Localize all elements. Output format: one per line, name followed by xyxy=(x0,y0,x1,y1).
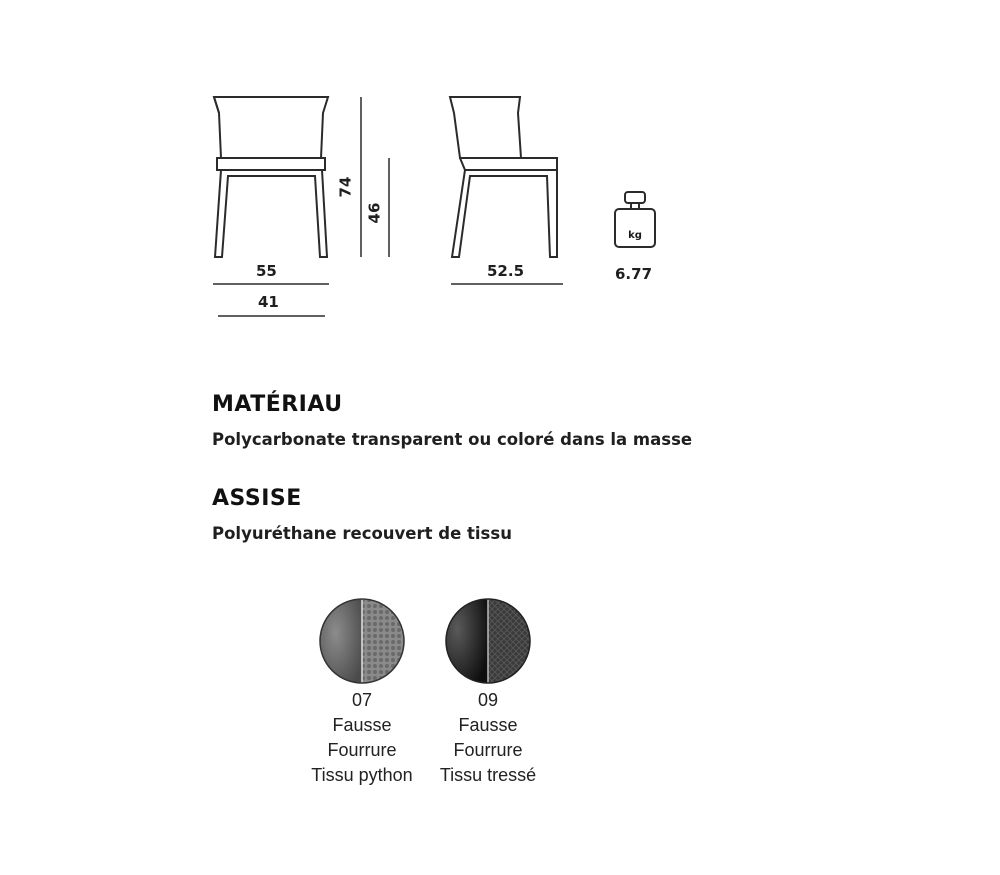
total-height-label: 74 xyxy=(336,176,355,198)
swatch-09-line1: Fausse xyxy=(458,715,518,735)
swatch-07-code: 07 xyxy=(351,690,373,710)
side-depth-label: 52.5 xyxy=(487,262,525,280)
weight-value: 6.77 xyxy=(615,265,653,283)
swatch-07-line2: Fourrure xyxy=(327,740,397,760)
swatch-07-line3: Tissu python xyxy=(311,765,413,785)
material-description: Polycarbonate transparent ou coloré dans la masse xyxy=(212,430,693,449)
swatch-07-caption xyxy=(292,688,432,788)
front-width-label: 55 xyxy=(256,262,277,280)
weight-icon xyxy=(607,190,667,250)
weight-unit: kg xyxy=(628,230,642,241)
swatch-07-line1: Fausse xyxy=(332,715,392,735)
swatch-09-line2: Fourrure xyxy=(453,740,523,760)
seat-height-label: 46 xyxy=(365,202,384,224)
swatch-09-icon xyxy=(444,597,534,687)
seat-heading: ASSISE xyxy=(212,486,302,511)
material-heading: MATÉRIAU xyxy=(212,392,343,417)
swatch-07-icon xyxy=(318,597,408,687)
seat-width-label: 41 xyxy=(258,293,279,311)
swatch-09-caption xyxy=(418,688,558,788)
swatch-09-line3: Tissu tressé xyxy=(439,765,537,785)
seat-description: Polyuréthane recouvert de tissu xyxy=(212,524,512,543)
swatch-09-code: 09 xyxy=(477,690,499,710)
